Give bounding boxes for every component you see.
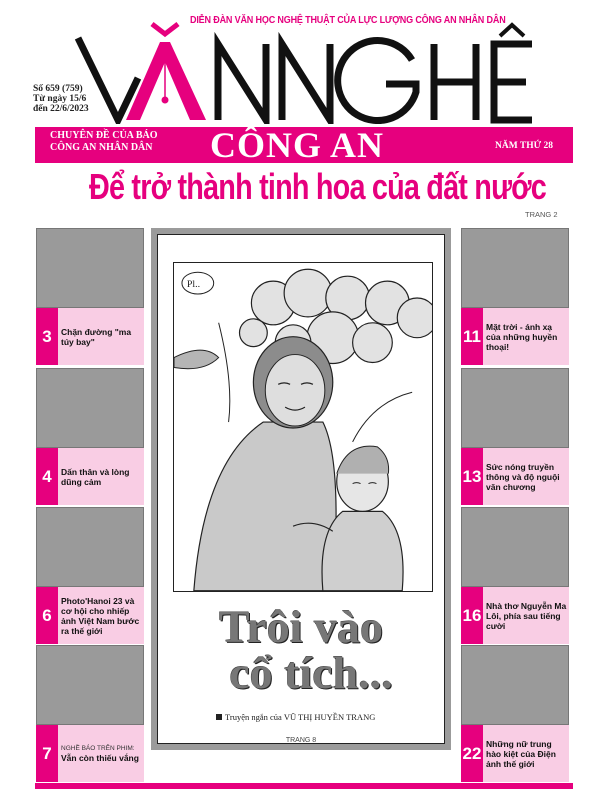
story-page-number: 22 (461, 725, 483, 782)
story-card[interactable] (461, 507, 569, 644)
story-page-number: 7 (36, 725, 58, 782)
story-title: Photo'Hanoi 23 và cơ hội cho nhiếp ảnh Việt Nam bước ra thế giới (61, 595, 140, 636)
headline-page-ref: TRANG 2 (525, 210, 558, 219)
issue-date-from: Từ ngày 15/6 (33, 94, 87, 104)
byline-author: VŨ THỊ HUYỀN TRANG (283, 712, 376, 722)
grandmother-and-child-illustration (173, 262, 433, 592)
feature-byline (216, 712, 375, 722)
svg-text:Pl..: Pl.. (186, 279, 201, 291)
byline-prefix: Truyện ngắn của (225, 712, 282, 722)
story-title: Vẫn còn thiếu vắng (61, 752, 139, 763)
main-headline[interactable]: Để trở thành tinh hoa của đất nước (89, 166, 547, 207)
band-publisher (50, 130, 158, 154)
band-publisher-line2: CÔNG AN NHÂN DÂN (50, 142, 153, 153)
theater-performance-photo (36, 368, 144, 448)
story-page-number: 16 (461, 587, 483, 644)
van-nghe-logo (70, 20, 540, 124)
story-card[interactable] (461, 368, 569, 505)
story-card[interactable] (36, 645, 144, 782)
story-kicker: NGHỀ BÁO TRÊN PHIM: (61, 744, 135, 752)
film-scene-photo (36, 645, 144, 725)
footer-bar (35, 783, 573, 789)
sun-myth-artwork (461, 228, 569, 308)
feature-page-ref: TRANG 8 (285, 737, 317, 744)
story-title: Nhà thơ Nguyễn Ma Lôi, phía sau tiếng cười (486, 600, 567, 631)
officer-portrait-photo (461, 507, 569, 587)
band-title: CÔNG AN (210, 125, 385, 165)
story-page-number: 4 (36, 448, 58, 505)
bullet-square-icon (216, 714, 222, 720)
story-title: Dấn thân và lòng dũng cảm (61, 466, 130, 487)
story-title: Chặn đường "ma túy bay" (61, 326, 132, 347)
story-card[interactable] (36, 368, 144, 505)
story-card[interactable] (36, 507, 144, 644)
masthead-tagline: DIỄN ĐÀN VĂN HỌC NGHỆ THUẬT CỦA LỰC LƯỢNG CÔNG AN NHÂN DÂN (190, 14, 506, 26)
woman-portrait-photo (461, 645, 569, 725)
issue-date-to: đến 22/6/2023 (33, 104, 89, 114)
issue-info (33, 84, 89, 114)
story-card[interactable] (461, 645, 569, 782)
magazine-covers-photo (461, 368, 569, 448)
story-title: Mặt trời - ánh xạ của những huyền thoại! (486, 321, 558, 352)
feature-title-line1: Trôi vào (219, 601, 383, 652)
story-page-number: 6 (36, 587, 58, 644)
band-publisher-line1: CHUYÊN ĐỀ CỦA BÁO (50, 130, 158, 141)
story-page-number: 11 (461, 308, 483, 365)
story-card[interactable] (36, 228, 144, 365)
feature-title-line2: cổ tích... (229, 647, 393, 698)
feature-title[interactable] (151, 601, 451, 698)
story-page-number: 13 (461, 448, 483, 505)
story-page-number: 3 (36, 308, 58, 365)
band-year: NĂM THỨ 28 (495, 141, 554, 151)
story-title: Sức nóng truyền thông và độ nguội văn chương (486, 461, 560, 492)
photo-exhibition-photo (36, 507, 144, 587)
people-inspecting-boxes-photo (36, 228, 144, 308)
issue-number: Số 659 (759) (33, 84, 83, 94)
story-title: Những nữ trung hào kiệt của Điện ảnh thế giới (486, 738, 556, 769)
story-card[interactable] (461, 228, 569, 365)
